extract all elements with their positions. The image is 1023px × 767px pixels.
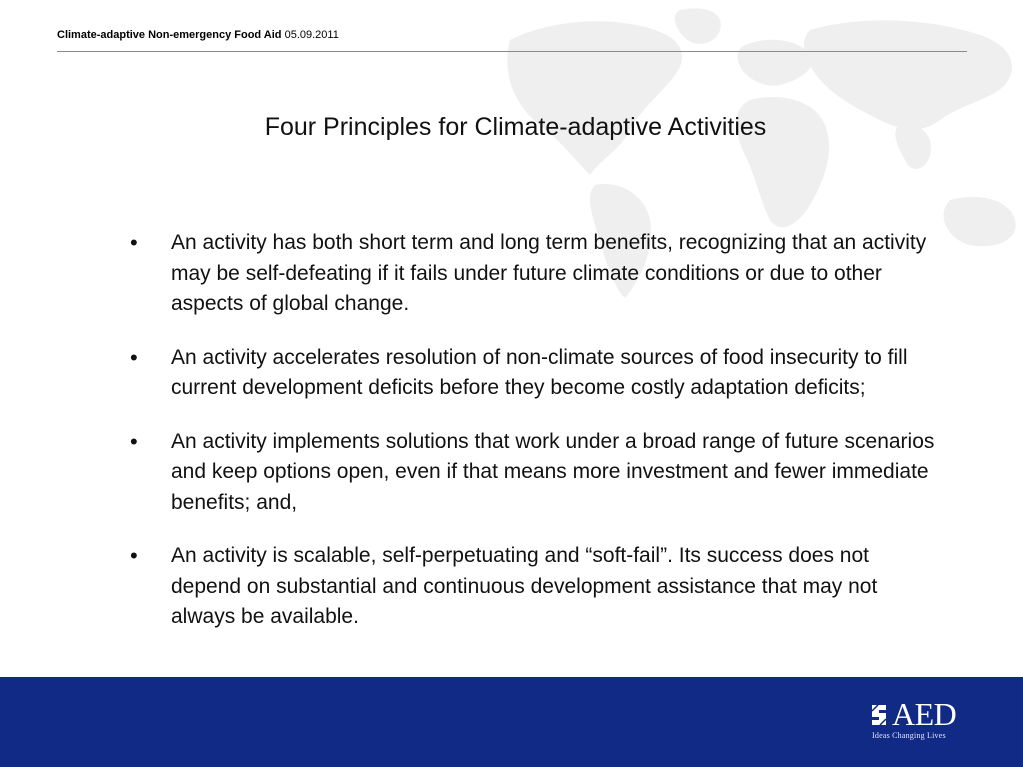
logo-text: AED bbox=[892, 696, 957, 732]
bullet-icon: • bbox=[130, 344, 138, 370]
principle-item-2 bbox=[126, 343, 936, 404]
slide-header bbox=[57, 29, 339, 41]
bullet-icon: • bbox=[130, 543, 138, 568]
principle-text: An activity implements solutions that work under a broad range of future scenarios and keep options open, even if that means more investment and fewer immediate benefits; and, bbox=[171, 429, 935, 514]
principle-text: An activity has both short term and long term benefits, recognizing that an activity may be self-defeating if it fails under future climate conditions or due to other aspects of global change. bbox=[171, 231, 927, 315]
principle-item-3 bbox=[126, 427, 936, 519]
bullet-icon: • bbox=[130, 230, 138, 255]
principle-text: An activity accelerates resolution of non-climate sources of food insecurity to fill current development deficits before they become costly adaptation deficits; bbox=[171, 345, 908, 399]
aed-logo bbox=[870, 696, 970, 744]
logo-tagline: Ideas Changing Lives bbox=[872, 731, 946, 740]
principle-text: An activity is scalable, self-perpetuating and “soft-fail”. Its success does not depend on substantial and continuous development assistance that may not always be available. bbox=[171, 544, 878, 628]
bullet-icon: • bbox=[130, 428, 138, 454]
aed-logo-icon bbox=[870, 703, 888, 727]
principle-item-4 bbox=[126, 541, 936, 633]
principles-list bbox=[126, 228, 936, 656]
principle-item-1 bbox=[126, 228, 936, 320]
slide-title: Four Principles for Climate-adaptive Activities bbox=[264, 113, 767, 141]
header-date: 05.09.2011 bbox=[284, 29, 339, 41]
header-divider bbox=[57, 51, 967, 52]
header-title: Climate-adaptive Non-emergency Food Aid bbox=[57, 29, 282, 41]
